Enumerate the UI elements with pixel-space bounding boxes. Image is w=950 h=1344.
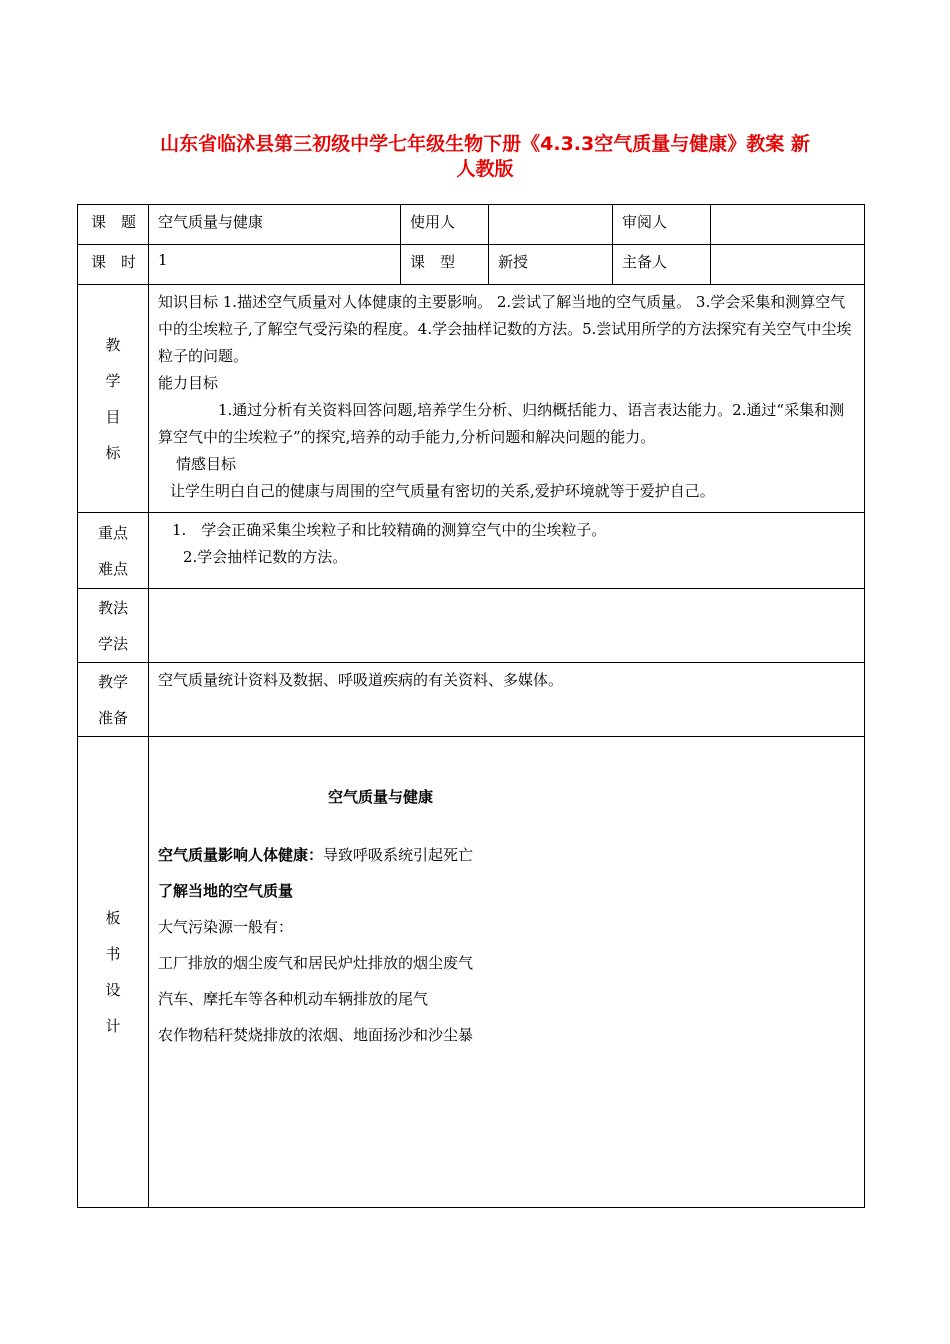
keypoint-1: 1. 学会正确采集尘埃粒子和比较精确的测算空气中的尘埃粒子。 (172, 521, 607, 539)
preparation-content: 空气质量统计资料及数据、呼吸道疾病的有关资料、多媒体。 (149, 663, 865, 737)
knowledge-objectives: 知识目标 1.描述空气质量对人体健康的主要影响。 2.尝试了解当地的空气质量。 3.学会采集和测算空气中的尘埃粒子,了解空气受污染的程度。4.学会抽样记数的方法。5.尝试用所学的方法探究有关空气中尘埃粒子的问题。 (158, 293, 852, 365)
title-line-2: 人教版 (456, 158, 514, 180)
topic-value: 空气质量与健康 (149, 205, 401, 245)
topic-label: 课 题 (78, 205, 149, 245)
ability-objectives-text: 1.通过分析有关资料回答问题,培养学生分析、归纳概括能力、语言表达能力。2.通过“采集和测算空气中的尘埃粒子”的探究,培养的动手能力,分析问题和解决问题的能力。 (158, 401, 845, 446)
user-label: 使用人 (401, 205, 489, 245)
board-line-5: 汽车、摩托车等各种机动车辆排放的尾气 (158, 990, 429, 1008)
board-line-6: 农作物秸秆焚烧排放的浓烟、地面扬沙和沙尘暴 (158, 1026, 474, 1044)
keypoint-2: 2.学会抽样记数的方法。 (183, 548, 348, 566)
reviewer-label: 审阅人 (613, 205, 711, 245)
keypoints-content (149, 513, 865, 589)
board-line-2: 了解当地的空气质量 (158, 882, 294, 900)
lesson-plan-table (77, 204, 865, 1208)
lesson-type-label: 课 型 (401, 245, 489, 285)
methods-content (149, 589, 865, 663)
board-line-3: 大气污染源一般有： (158, 918, 294, 936)
board-design-label: 板 书 设 计 (78, 737, 149, 1208)
emotion-objectives-title: 情感目标 (176, 455, 237, 473)
row-topic (78, 205, 865, 245)
document-title (95, 132, 875, 182)
preparer-value (711, 245, 865, 285)
keypoints-label: 重点 难点 (78, 513, 149, 589)
board-title: 空气质量与健康 (328, 788, 434, 806)
title-line-1: 山东省临沭县第三初级中学七年级生物下册《4.3.3空气质量与健康》教案 新 (160, 133, 810, 155)
periods-label: 课 时 (78, 245, 149, 285)
user-value (489, 205, 613, 245)
reviewer-value (711, 205, 865, 245)
row-keypoints (78, 513, 865, 589)
row-objectives (78, 285, 865, 513)
emotion-objectives-text: 让学生明白自己的健康与周围的空气质量有密切的关系,爱护环境就等于爱护自己。 (170, 482, 715, 500)
row-periods (78, 245, 865, 285)
preparation-label: 教学 准备 (78, 663, 149, 737)
board-design-content (149, 737, 865, 1208)
ability-objectives-title: 能力目标 (158, 374, 219, 392)
periods-value: 1 (149, 245, 401, 285)
preparer-label: 主备人 (613, 245, 711, 285)
board-line-4: 工厂排放的烟尘废气和居民炉灶排放的烟尘废气 (158, 954, 474, 972)
row-methods (78, 589, 865, 663)
row-board-design (78, 737, 865, 1208)
board-line-1 (158, 837, 856, 873)
board-line-1-rest: 导致呼吸系统引起死亡 (323, 846, 474, 864)
lesson-type-value: 新授 (489, 245, 613, 285)
objectives-label: 教 学 目 标 (78, 285, 149, 513)
row-preparation (78, 663, 865, 737)
objectives-content (149, 285, 865, 513)
methods-label: 教法 学法 (78, 589, 149, 663)
board-line-1-bold: 空气质量影响人体健康： (158, 846, 324, 864)
